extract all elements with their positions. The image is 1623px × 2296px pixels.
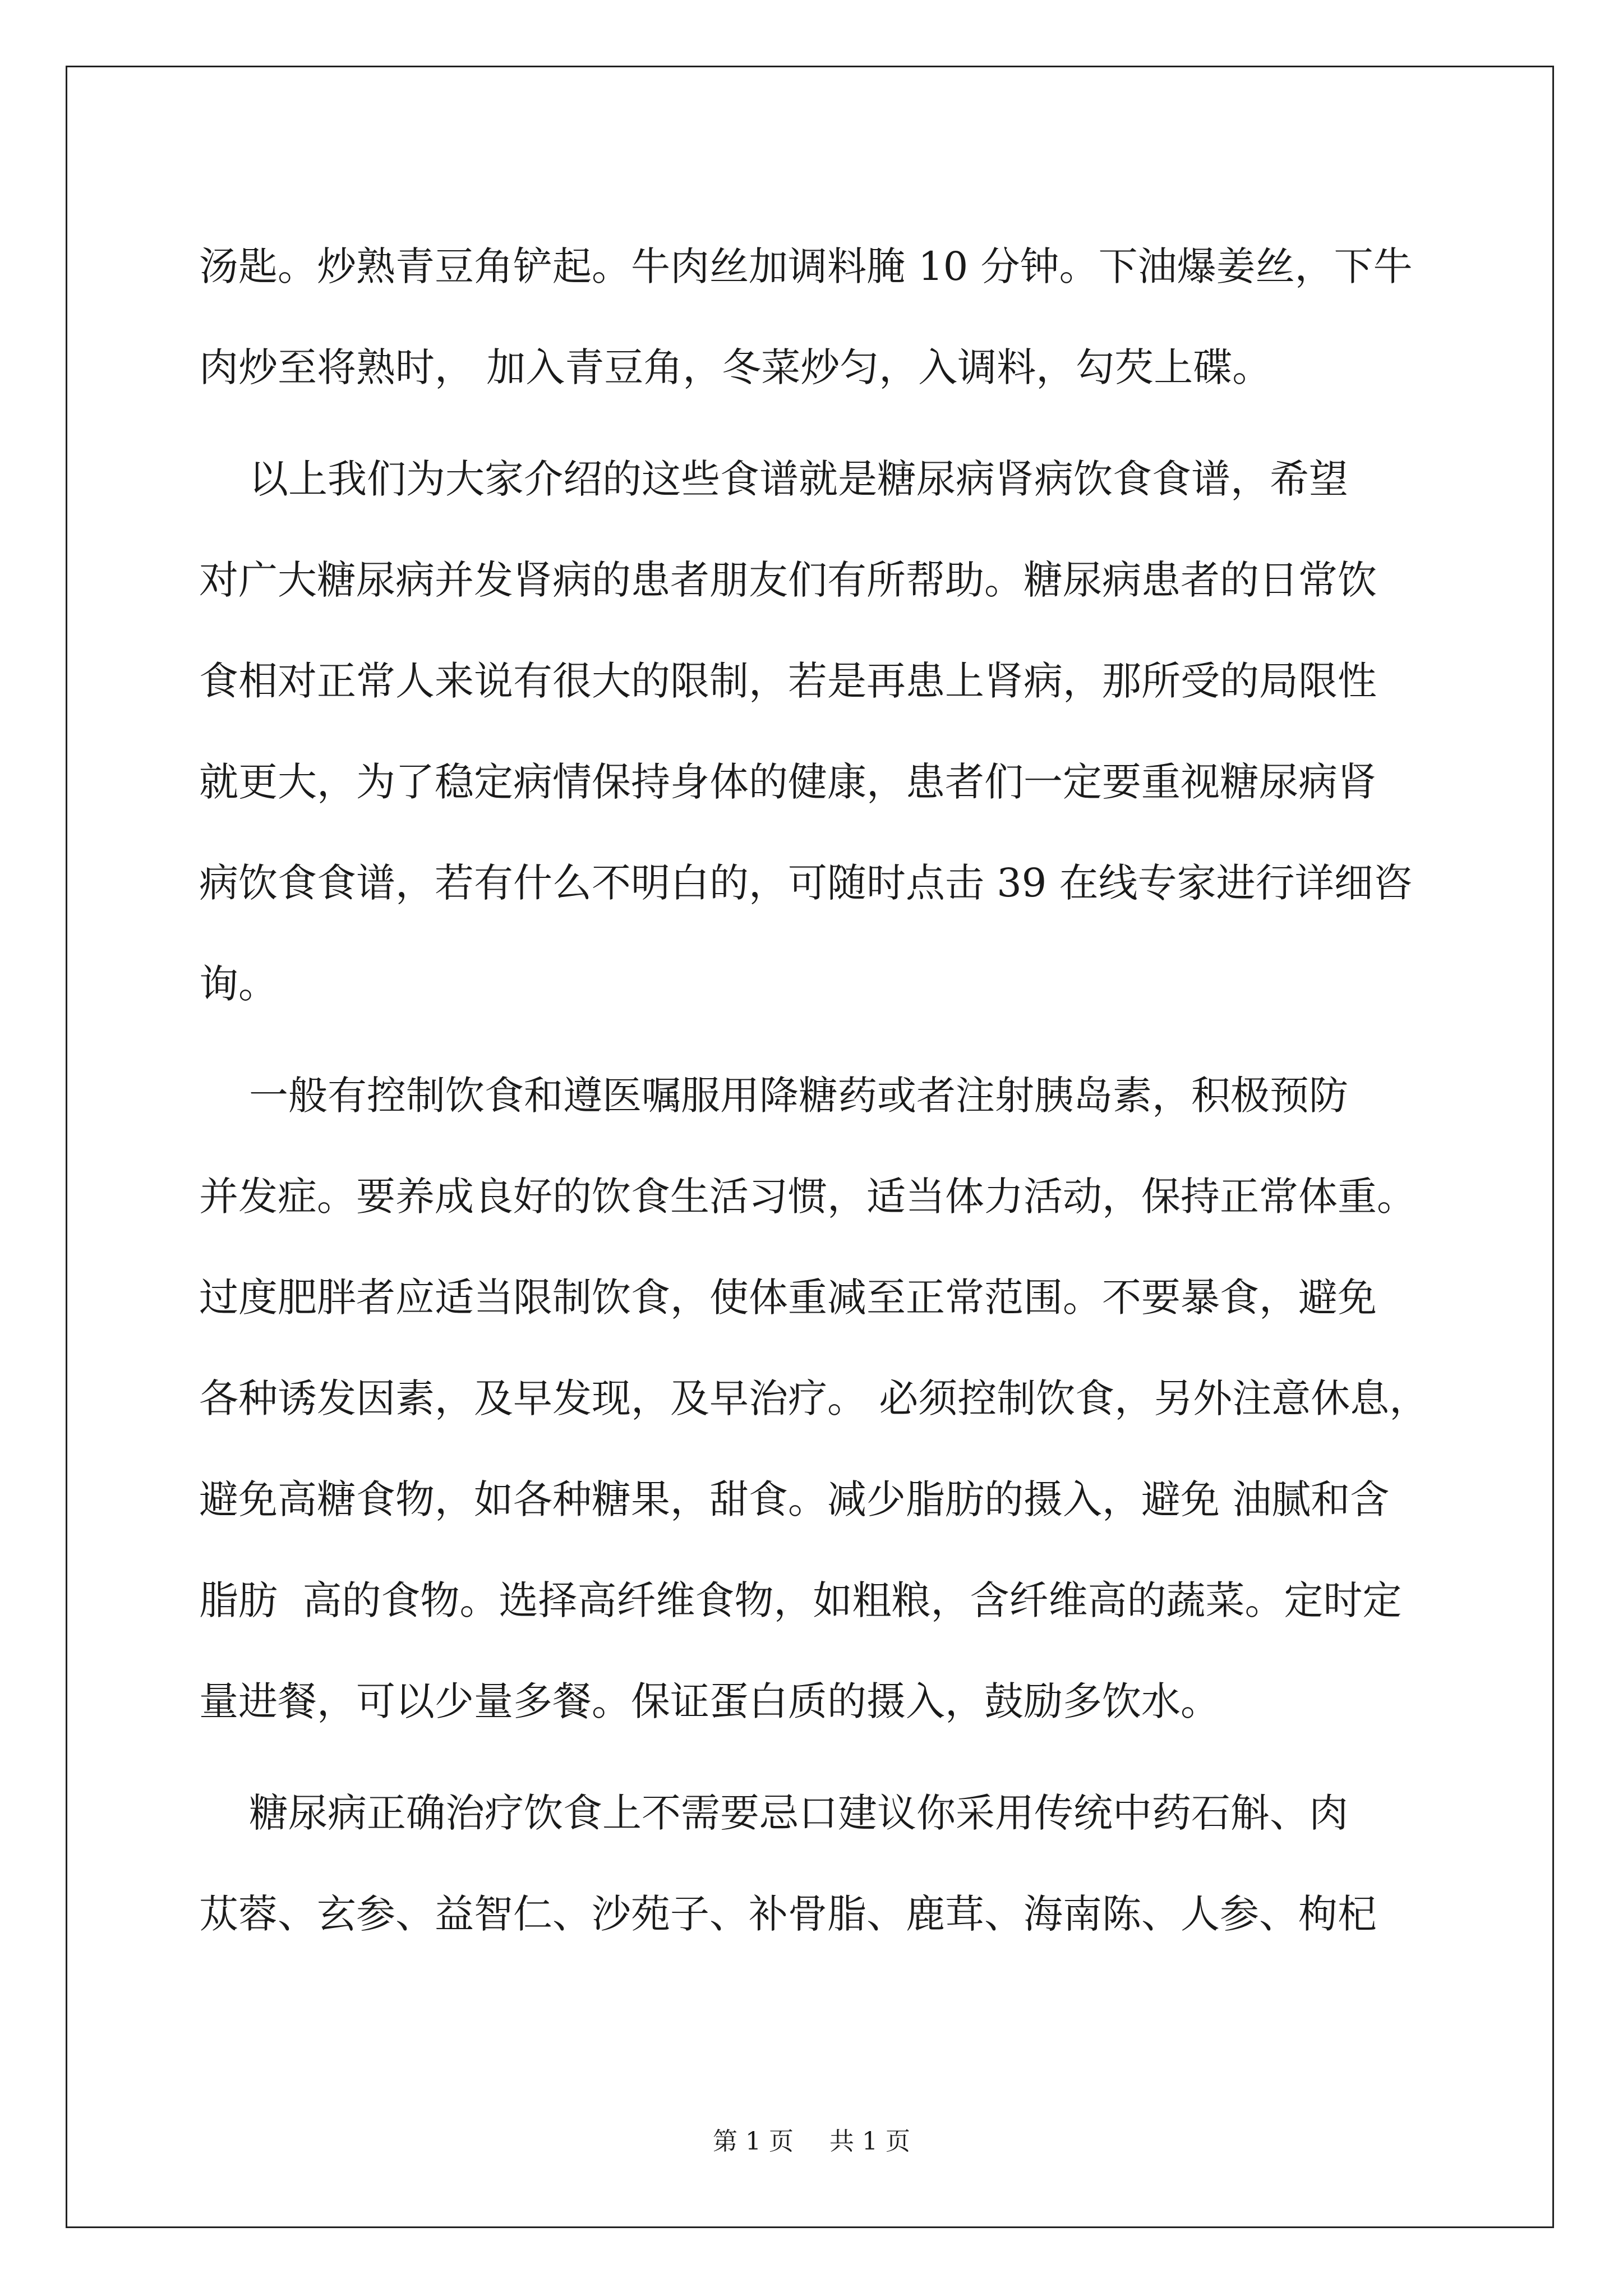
text-line: 就更大，为了稳定病情保持身体的健康，患者们一定要重视糖尿病肾 [199, 759, 1377, 805]
page-number: 第 1 页 [713, 2127, 794, 2156]
paragraph [199, 216, 1433, 418]
text-line: 过度肥胖者应适当限制饮食，使体重减至正常范围。不要暴食，避免 [199, 1274, 1377, 1320]
text-line: 食相对正常人来说有很大的限制，若是再患上肾病，那所受的局限性 [199, 658, 1377, 704]
text-line: 一般有控制饮食和遵医嘱服用降糖药或者注射胰岛素，积极预防 [199, 1073, 1349, 1119]
text-line: 脂肪 高的食物。选择高纤维食物，如粗粮，含纤维高的蔬菜。定时定 [199, 1577, 1402, 1623]
document-body [199, 216, 1433, 1964]
paragraph [199, 429, 1433, 1034]
text-line: 糖尿病正确治疗饮食上不需要忌口建议你采用传统中药石斛、肉 [199, 1790, 1349, 1836]
page-footer [0, 2125, 1623, 2159]
text-line: 汤匙。炒熟青豆角铲起。牛肉丝加调料腌 10 分钟。下油爆姜丝，下牛 [199, 243, 1413, 289]
text-line: 苁蓉、玄参、益智仁、沙苑子、补骨脂、鹿茸、海南陈、人参、枸杞 [199, 1891, 1377, 1937]
text-line: 对广大糖尿病并发肾病的患者朋友们有所帮助。糖尿病患者的日常饮 [199, 557, 1377, 603]
text-line: 询。 [199, 961, 278, 1007]
paragraph [199, 1763, 1433, 1964]
text-line: 病饮食食谱，若有什么不明白的，可随时点击 39 在线专家进行详细咨 [199, 860, 1413, 906]
text-line: 肉炒至将熟时， 加入青豆角，冬菜炒匀，入调料，勾芡上碟。 [199, 344, 1272, 390]
text-line: 避免高糖食物，如各种糖果，甜食。减少脂肪的摄入，避免 油腻和含 [199, 1476, 1390, 1522]
text-line: 各种诱发因素，及早发现，及早治疗。 必须控制饮食，另外注意休息， [199, 1375, 1429, 1421]
text-line: 以上我们为大家介绍的这些食谱就是糖尿病肾病饮食食谱，希望 [199, 456, 1349, 502]
text-line: 量进餐，可以少量多餐。保证蛋白质的摄入，鼓励多饮水。 [199, 1678, 1220, 1724]
page-count: 共 1 页 [829, 2127, 910, 2156]
text-line: 并发症。要养成良好的饮食生活习惯，适当体力活动，保持正常体重。 [199, 1174, 1416, 1220]
paragraph [199, 1045, 1433, 1752]
